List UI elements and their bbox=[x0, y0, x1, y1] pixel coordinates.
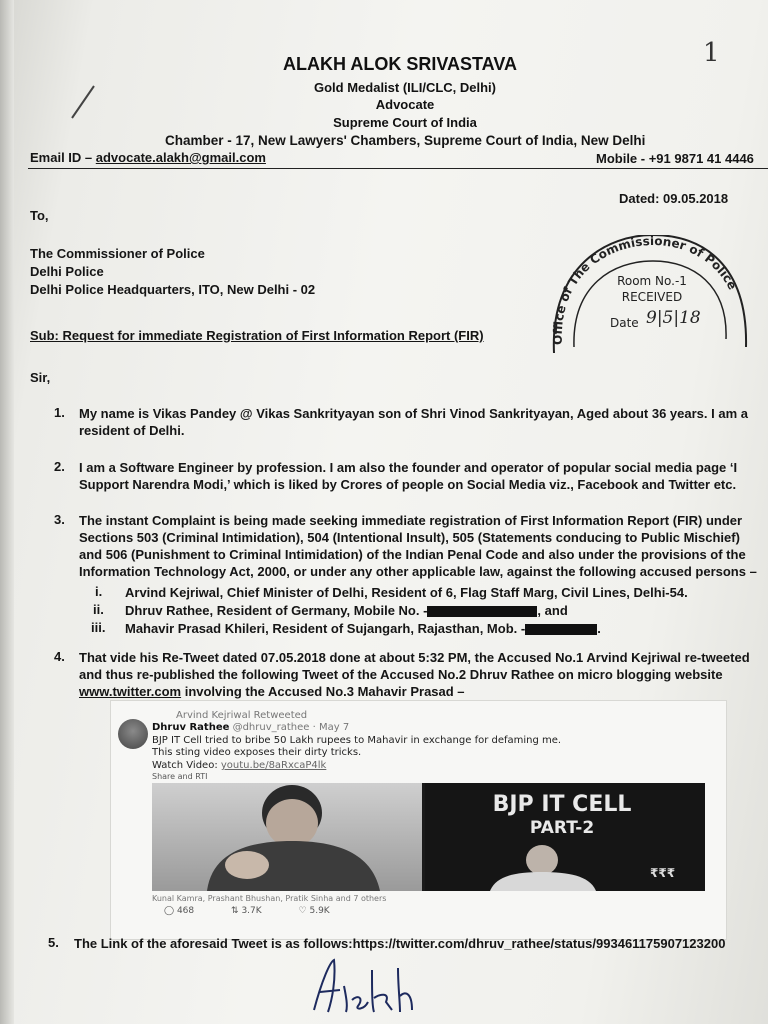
para-4-line: and thus re-published the following Tweet of the Accused No.2 Dhruv Rathee on micro blogging website bbox=[79, 667, 723, 682]
page-edge-shadow bbox=[0, 0, 14, 1024]
tweet-retweeted-by: Arvind Kejriwal Retweeted bbox=[176, 710, 308, 721]
stamp-received: RECEIVED bbox=[621, 290, 683, 304]
tweet-text-1: BJP IT Cell tried to bribe 50 Lakh rupees to Mahavir in exchange for defaming me. bbox=[152, 735, 562, 746]
accused-2-tail: , and bbox=[537, 603, 568, 618]
para-3-line: The instant Complaint is being made seeking immediate registration of First Information Report (FIR) under bbox=[79, 513, 743, 528]
banner-subtitle: PART-2 bbox=[529, 818, 595, 838]
accused-1: Arvind Kejriwal, Chief Minister of Delhi, Resident of 6, Flag Staff Marg, Civil Lines, Delhi-54. bbox=[125, 585, 688, 600]
para-3-number: 3. bbox=[54, 512, 65, 527]
pen-mark bbox=[68, 82, 98, 122]
received-stamp bbox=[548, 235, 748, 357]
para-3-line: Sections 503 (Criminal Intimidation), 504 (Intentional Insult), 505 (Statements conducing to Public Mischief) bbox=[79, 530, 740, 545]
para-1-number: 1. bbox=[54, 405, 65, 420]
letter-date: Dated: 09.05.2018 bbox=[619, 191, 729, 206]
para-2 bbox=[79, 459, 768, 493]
accused-2 bbox=[125, 602, 568, 619]
page-number: 1 bbox=[703, 38, 720, 68]
reply-icon[interactable]: ◯ bbox=[164, 906, 175, 916]
letterhead-name: ALAKH ALOK SRIVASTAVA bbox=[283, 54, 517, 74]
redaction-bar bbox=[427, 606, 537, 617]
para-4-number: 4. bbox=[54, 649, 65, 664]
stamp-date-value: 9|5|18 bbox=[646, 308, 701, 328]
stamp-date-label: Date bbox=[610, 316, 639, 330]
signature bbox=[300, 950, 420, 1020]
email-label: Email ID – bbox=[30, 150, 93, 165]
tweet-actions bbox=[164, 906, 330, 916]
like-count: 5.9K bbox=[309, 906, 330, 916]
stamp-room: Room No.-1 bbox=[617, 274, 687, 288]
para-4-line: That vide his Re-Tweet dated 07.05.2018 done at about 5:32 PM, the Accused No.1 Arvind Kejriwal re-tweeted bbox=[79, 650, 750, 665]
accused-2-number: ii. bbox=[93, 602, 104, 617]
para-4 bbox=[79, 649, 768, 700]
stamp-ring-text: Office of The Commissioner of Police bbox=[550, 235, 740, 346]
letterhead-address: Chamber - 17, New Lawyers' Chambers, Supreme Court of India, New Delhi bbox=[165, 133, 646, 148]
para-1-line: My name is Vikas Pandey @ Vikas Sankrityayan son of Shri Vinod Sankrityayan, Aged about 36 years. I am a bbox=[79, 406, 748, 421]
retweet-count: 3.7K bbox=[241, 906, 262, 916]
para-2-number: 2. bbox=[54, 459, 65, 474]
tweet-text-2: This sting video exposes their dirty tricks. bbox=[152, 747, 362, 758]
recipient-line-1: The Commissioner of Police bbox=[30, 246, 205, 261]
para-5: The Link of the aforesaid Tweet is as follows:https://twitter.com/dhruv_rathee/status/993461175907123200 bbox=[74, 936, 726, 951]
tweet-handle: @dhruv_rathee · May 7 bbox=[232, 722, 350, 733]
accused-3 bbox=[125, 620, 601, 637]
redaction-bar bbox=[525, 624, 597, 635]
banner-rupee-tag: ₹₹₹ bbox=[650, 866, 676, 880]
para-2-line: I am a Software Engineer by profession. I am also the founder and operator of popular social media page ‘I bbox=[79, 460, 738, 475]
retweet-icon[interactable]: ⇅ bbox=[231, 906, 239, 916]
para-1-line: resident of Delhi. bbox=[79, 423, 185, 438]
letterhead-mobile: Mobile - +91 9871 41 4446 bbox=[596, 151, 754, 166]
letterhead-qualification: Gold Medalist (ILI/CLC, Delhi) bbox=[314, 80, 496, 95]
para-3 bbox=[79, 512, 768, 580]
tweet-watch bbox=[152, 760, 326, 771]
accused-3-tail: . bbox=[597, 621, 601, 636]
like-icon[interactable]: ♡ bbox=[298, 906, 307, 916]
accused-3-text: Mahavir Prasad Khileri, Resident of Sujangarh, Rajasthan, Mob. - bbox=[125, 621, 526, 636]
para-5-number: 5. bbox=[48, 935, 59, 950]
para-1 bbox=[79, 405, 768, 439]
avatar bbox=[118, 719, 148, 749]
letterhead-court: Supreme Court of India bbox=[333, 115, 477, 130]
person-silhouette bbox=[152, 783, 422, 891]
para-2-line: Support Narendra Modi,’ which is liked by Crores of people on Social Media viz., Facebook and Twitter etc. bbox=[79, 477, 737, 492]
accused-2-text: Dhruv Rathee, Resident of Germany, Mobile No. - bbox=[125, 603, 428, 618]
twitter-link[interactable]: www.twitter.com bbox=[79, 684, 182, 699]
para-4-tail: involving the Accused No.3 Mahavir Prasad – bbox=[181, 684, 465, 699]
email-link[interactable]: advocate.alakh@gmail.com bbox=[95, 150, 266, 165]
reply-count: 468 bbox=[176, 906, 195, 916]
para-3-line: Information Technology Act, 2000, or under any other applicable law, against the following accused persons – bbox=[79, 564, 757, 579]
tweet-share: Share and RTI bbox=[152, 772, 208, 781]
tweet-header bbox=[152, 722, 349, 733]
letter-subject: Sub: Request for immediate Registration of First Information Report (FIR) bbox=[30, 328, 484, 343]
accused-3-number: iii. bbox=[91, 620, 106, 635]
banner-person bbox=[470, 842, 620, 891]
to-label: To, bbox=[30, 208, 49, 223]
salutation: Sir, bbox=[30, 370, 51, 385]
letterhead-email bbox=[30, 150, 266, 165]
para-4-line bbox=[79, 683, 768, 700]
recipient-line-2: Delhi Police bbox=[30, 264, 104, 279]
para-3-line: and 506 (Punishment to Criminal Intimidation) of the Indian Penal Code and also under the provisions of the bbox=[79, 547, 746, 562]
banner-title: BJP IT CELL bbox=[492, 792, 632, 817]
tweet-watch-label: Watch Video: bbox=[152, 760, 218, 771]
letterhead-rule bbox=[28, 168, 768, 169]
tweet-author: Dhruv Rathee bbox=[152, 722, 230, 733]
tweet-tagged: Kunal Kamra, Prashant Bhushan, Pratik Sinha and 7 others bbox=[152, 894, 387, 903]
recipient-line-3: Delhi Police Headquarters, ITO, New Delhi - 02 bbox=[30, 282, 316, 297]
tweet-watch-link[interactable]: youtu.be/8aRxcaP4lk bbox=[220, 760, 327, 771]
accused-1-number: i. bbox=[95, 584, 103, 599]
letterhead-title: Advocate bbox=[375, 97, 435, 112]
